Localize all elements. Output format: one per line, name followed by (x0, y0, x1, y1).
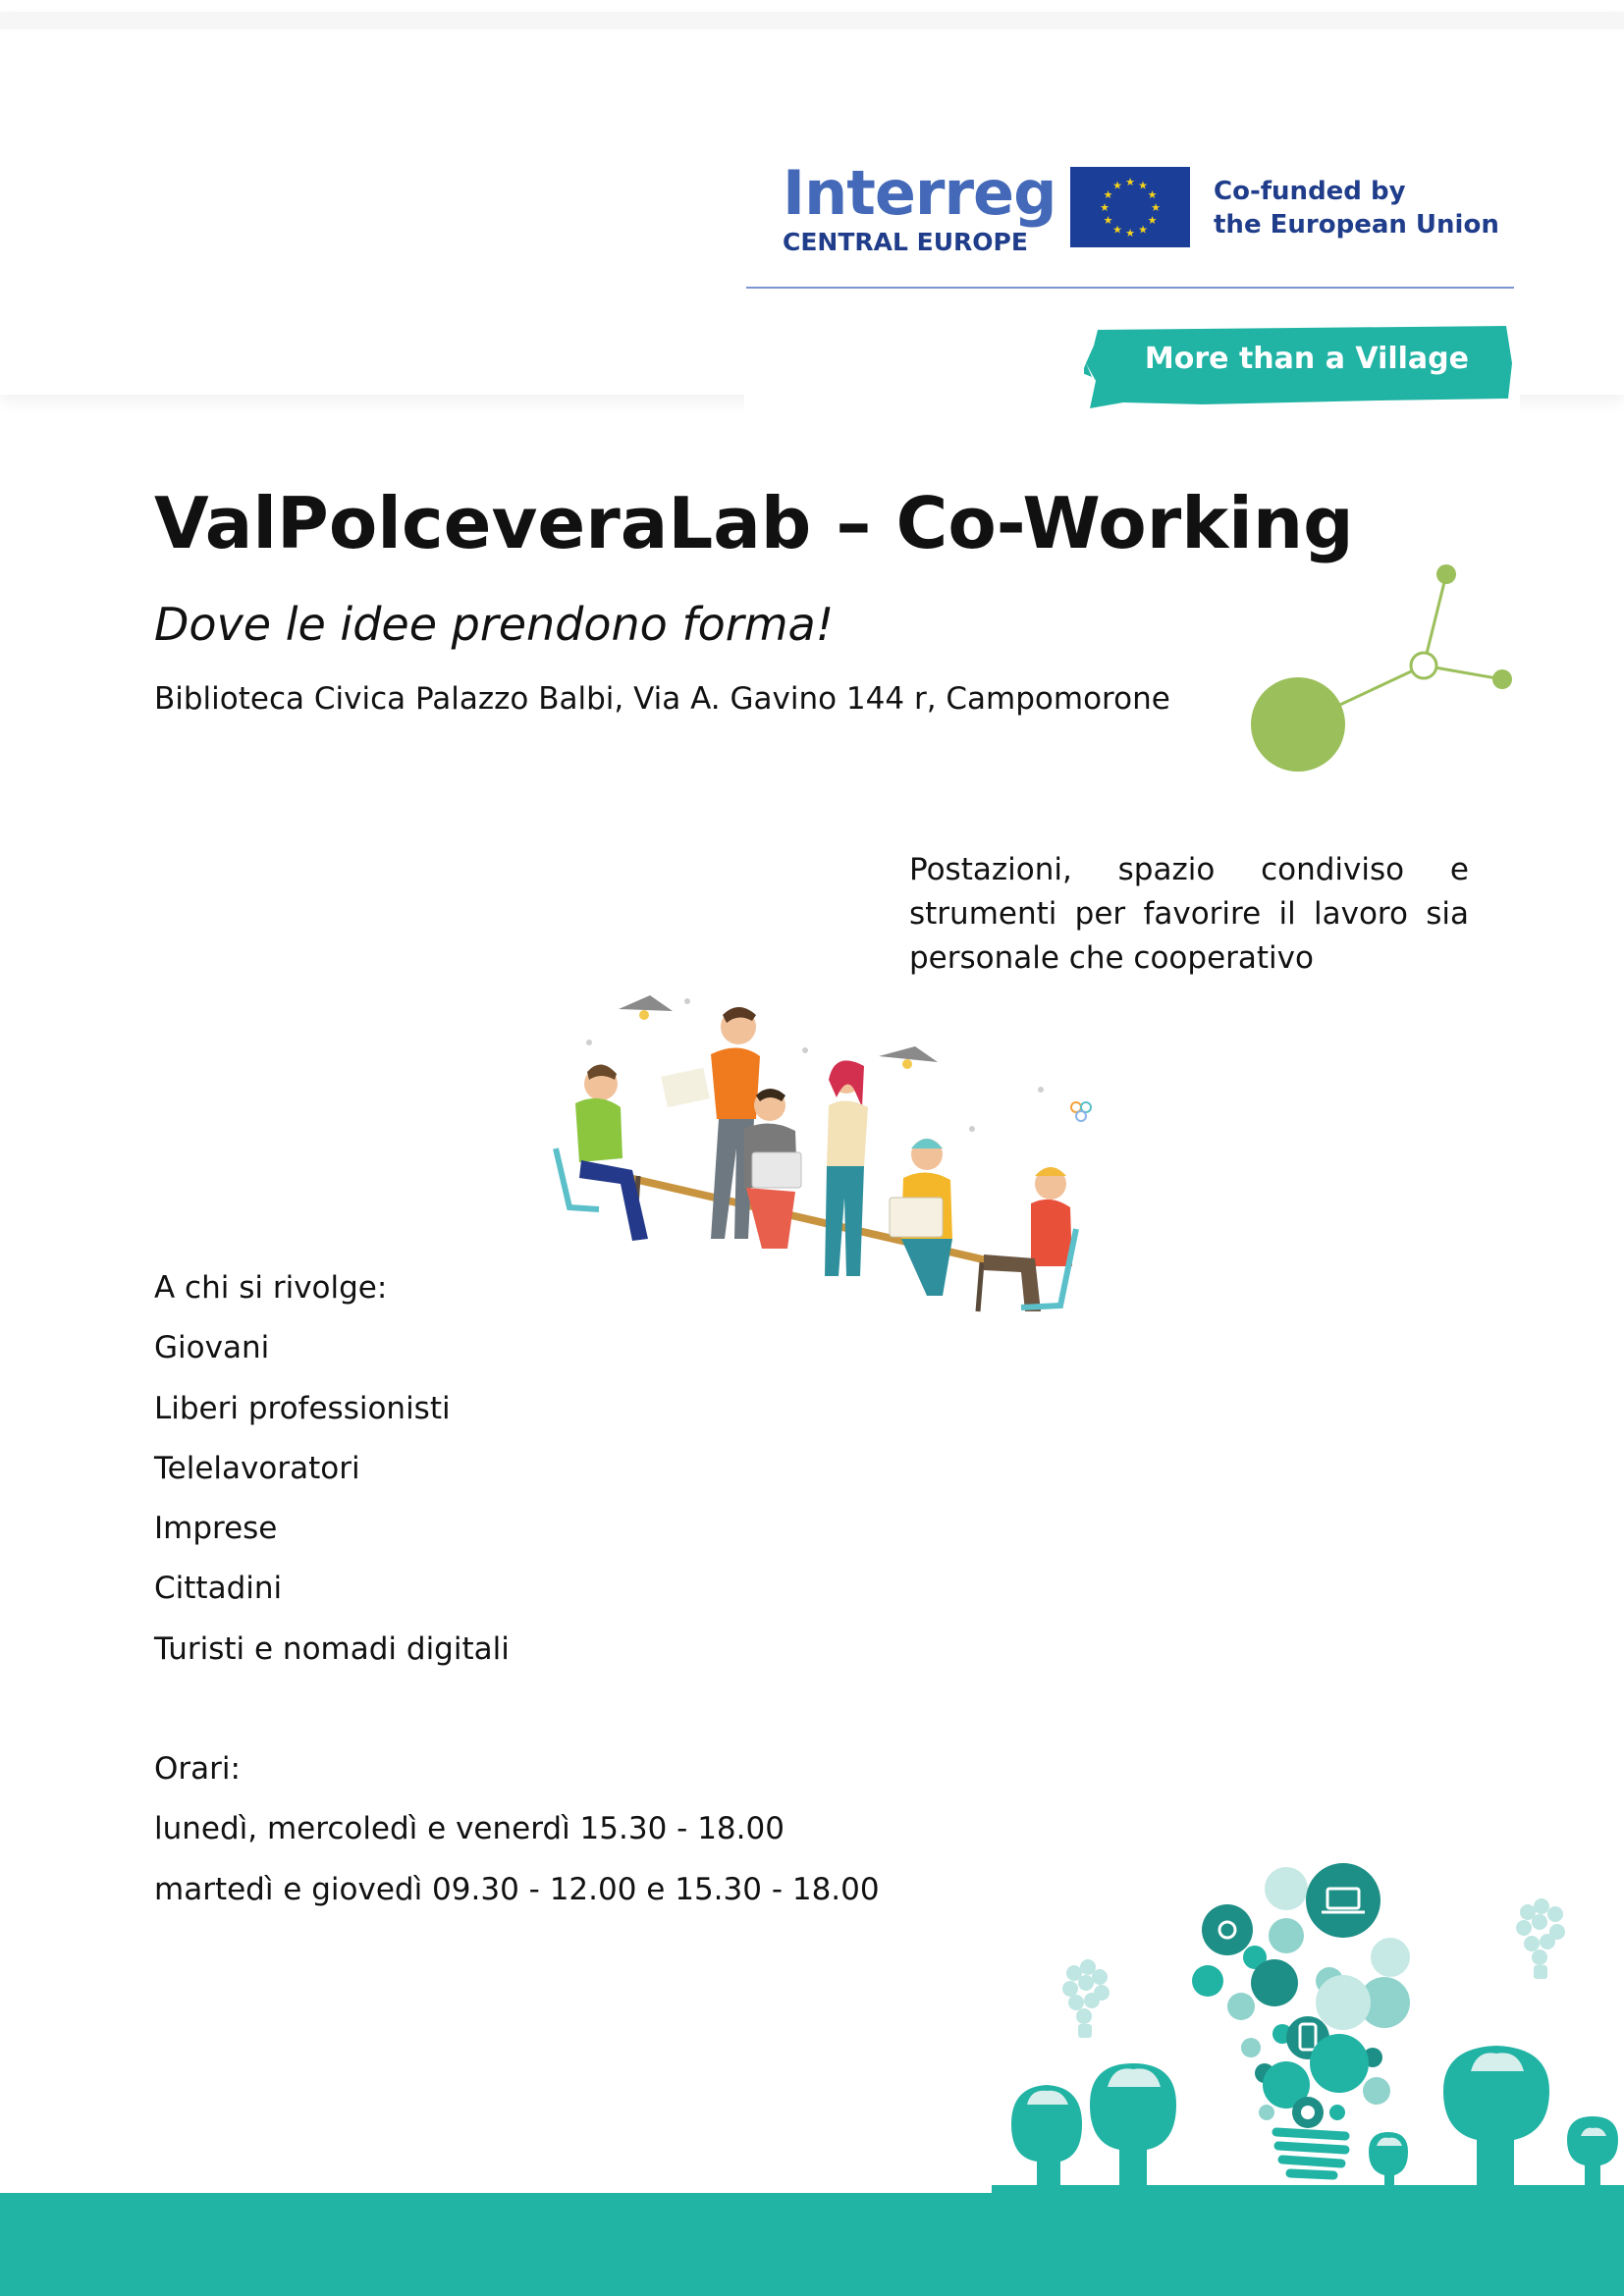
eu-star-icon: ★ (1125, 227, 1135, 240)
page-title: ValPolceveraLab – Co-Working (154, 482, 1354, 564)
eu-star-icon: ★ (1112, 179, 1122, 192)
eu-star-icon: ★ (1147, 214, 1158, 227)
eu-star-icon: ★ (1125, 176, 1135, 188)
eu-star-icon: ★ (1100, 201, 1110, 214)
venue-address: Biblioteca Civica Palazzo Balbi, Via A. Gavino 144 r, Campomorone (154, 681, 1170, 717)
idea-heads-lightbulb-illustration (992, 1855, 1624, 2199)
eu-flag-icon (1070, 167, 1190, 247)
eu-cofunding-label (1214, 175, 1508, 241)
eu-star-icon: ★ (1138, 223, 1148, 237)
list-item: Liberi professionisti (154, 1390, 451, 1426)
page-subtitle: Dove le idee prendono forma! (154, 598, 835, 651)
header-divider (746, 287, 1514, 289)
eu-star-icon: ★ (1103, 214, 1113, 227)
list-item: Imprese (154, 1511, 278, 1547)
list-item: Giovani (154, 1330, 270, 1366)
interreg-logo (783, 157, 1056, 257)
list-item: Telelavoratori (154, 1450, 360, 1486)
eu-star-icon: ★ (1112, 223, 1122, 237)
hours-line: lunedì, mercoledì e venerdì 15.30 - 18.00 (154, 1811, 785, 1847)
audience-section (154, 1258, 510, 1680)
hours-line: martedì e giovedì 09.30 - 12.00 e 15.30 - 18.00 (154, 1871, 880, 1907)
footer-band (0, 2193, 1624, 2296)
project-badge-label: More than a Village (1144, 342, 1469, 376)
opening-hours-section (154, 1739, 880, 1920)
eu-star-icon: ★ (1138, 179, 1148, 192)
hours-heading: Orari: (154, 1751, 241, 1787)
eu-cofunding-line1: Co-funded by (1214, 177, 1406, 206)
eu-star-icon: ★ (1103, 188, 1113, 201)
list-item: Cittadini (154, 1571, 283, 1607)
space-description: Postazioni, spazio condiviso e strumenti per favorire il lavoro sia personale che cooperativo (909, 852, 1469, 976)
interreg-region: CENTRAL EUROPE (783, 228, 1028, 256)
molecule-network-icon (1237, 550, 1532, 785)
eu-cofunding-line2: the European Union (1214, 210, 1499, 240)
audience-heading: A chi si rivolge: (154, 1270, 388, 1306)
interreg-wordmark: Interreg (783, 157, 1056, 229)
list-item: Turisti e nomadi digitali (154, 1630, 510, 1667)
eu-star-icon: ★ (1147, 188, 1158, 201)
coworking-team-illustration (530, 982, 1100, 1335)
eu-star-icon: ★ (1151, 201, 1161, 214)
